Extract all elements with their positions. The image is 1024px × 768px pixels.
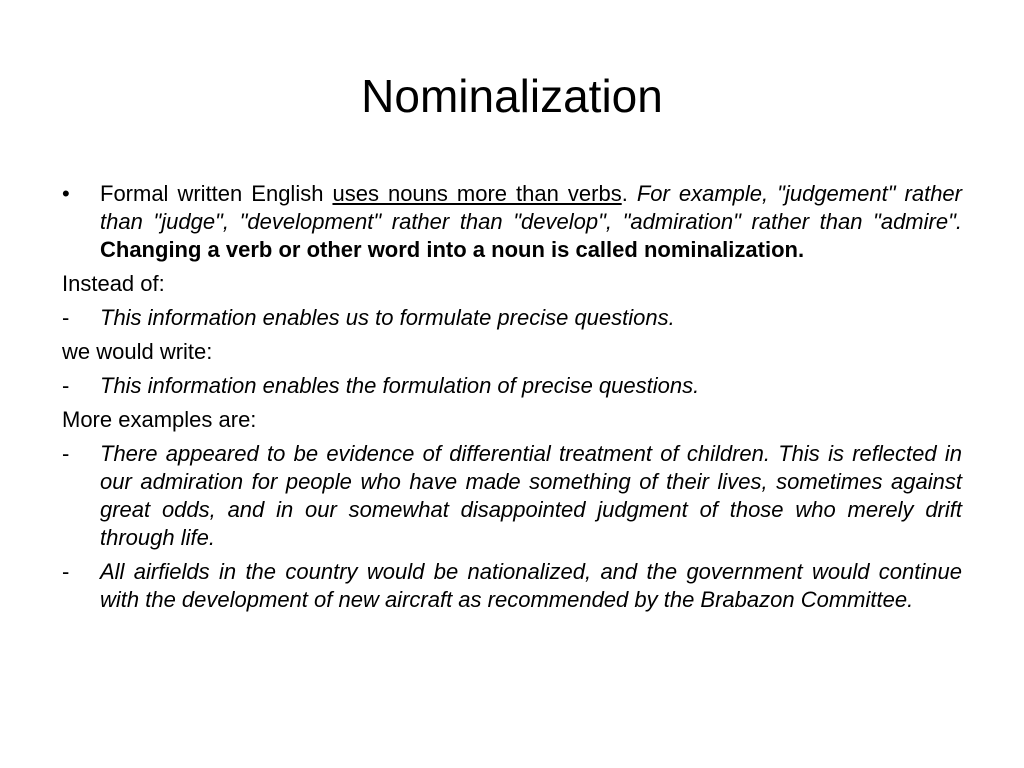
dash-marker: - bbox=[62, 559, 70, 584]
example-text-3: There appeared to be evidence of differential treatment of children. This is reflected in our admiration for people who have made something of their lives, sometimes against great odds, and in our somewhat disappointed judgment of those who merely drift through life. bbox=[100, 441, 962, 550]
we-would-write-label: we would write: bbox=[62, 339, 213, 364]
example-item-2 bbox=[62, 372, 962, 400]
example-item-1 bbox=[62, 304, 962, 332]
definition-bold-statement: Changing a verb or other word into a noun is called nominalization. bbox=[100, 237, 805, 262]
definition-paragraph bbox=[100, 180, 962, 264]
example-text-1: This information enables us to formulate precise questions. bbox=[100, 305, 675, 330]
dash-marker: - bbox=[62, 305, 70, 330]
more-examples-label: More examples are: bbox=[62, 407, 257, 432]
example-text-2: This information enables the formulation of precise questions. bbox=[100, 373, 700, 398]
example-item-3 bbox=[62, 440, 962, 552]
bullet-marker: • bbox=[62, 181, 70, 206]
bullet-nominalization-definition bbox=[62, 180, 962, 264]
definition-underlined-phrase: uses nouns more than verbs bbox=[332, 181, 622, 206]
dash-marker: - bbox=[62, 441, 70, 466]
dash-marker: - bbox=[62, 373, 70, 398]
example-item-4 bbox=[62, 558, 962, 614]
example-text-4: All airfields in the country would be nationalized, and the government would continue with the development of new aircraft as recommended by the Brabazon Committee. bbox=[100, 559, 962, 612]
instead-of-label: Instead of: bbox=[62, 271, 165, 296]
definition-punctuation: . bbox=[621, 181, 637, 206]
slide-content bbox=[62, 180, 962, 620]
definition-intro: Formal written English bbox=[100, 181, 333, 206]
slide-title: Nominalization bbox=[361, 70, 663, 122]
definition-examples: For example, "judgement" rather than "judge", "development" rather than "develop", "admiration" rather than "admire". bbox=[100, 181, 962, 234]
